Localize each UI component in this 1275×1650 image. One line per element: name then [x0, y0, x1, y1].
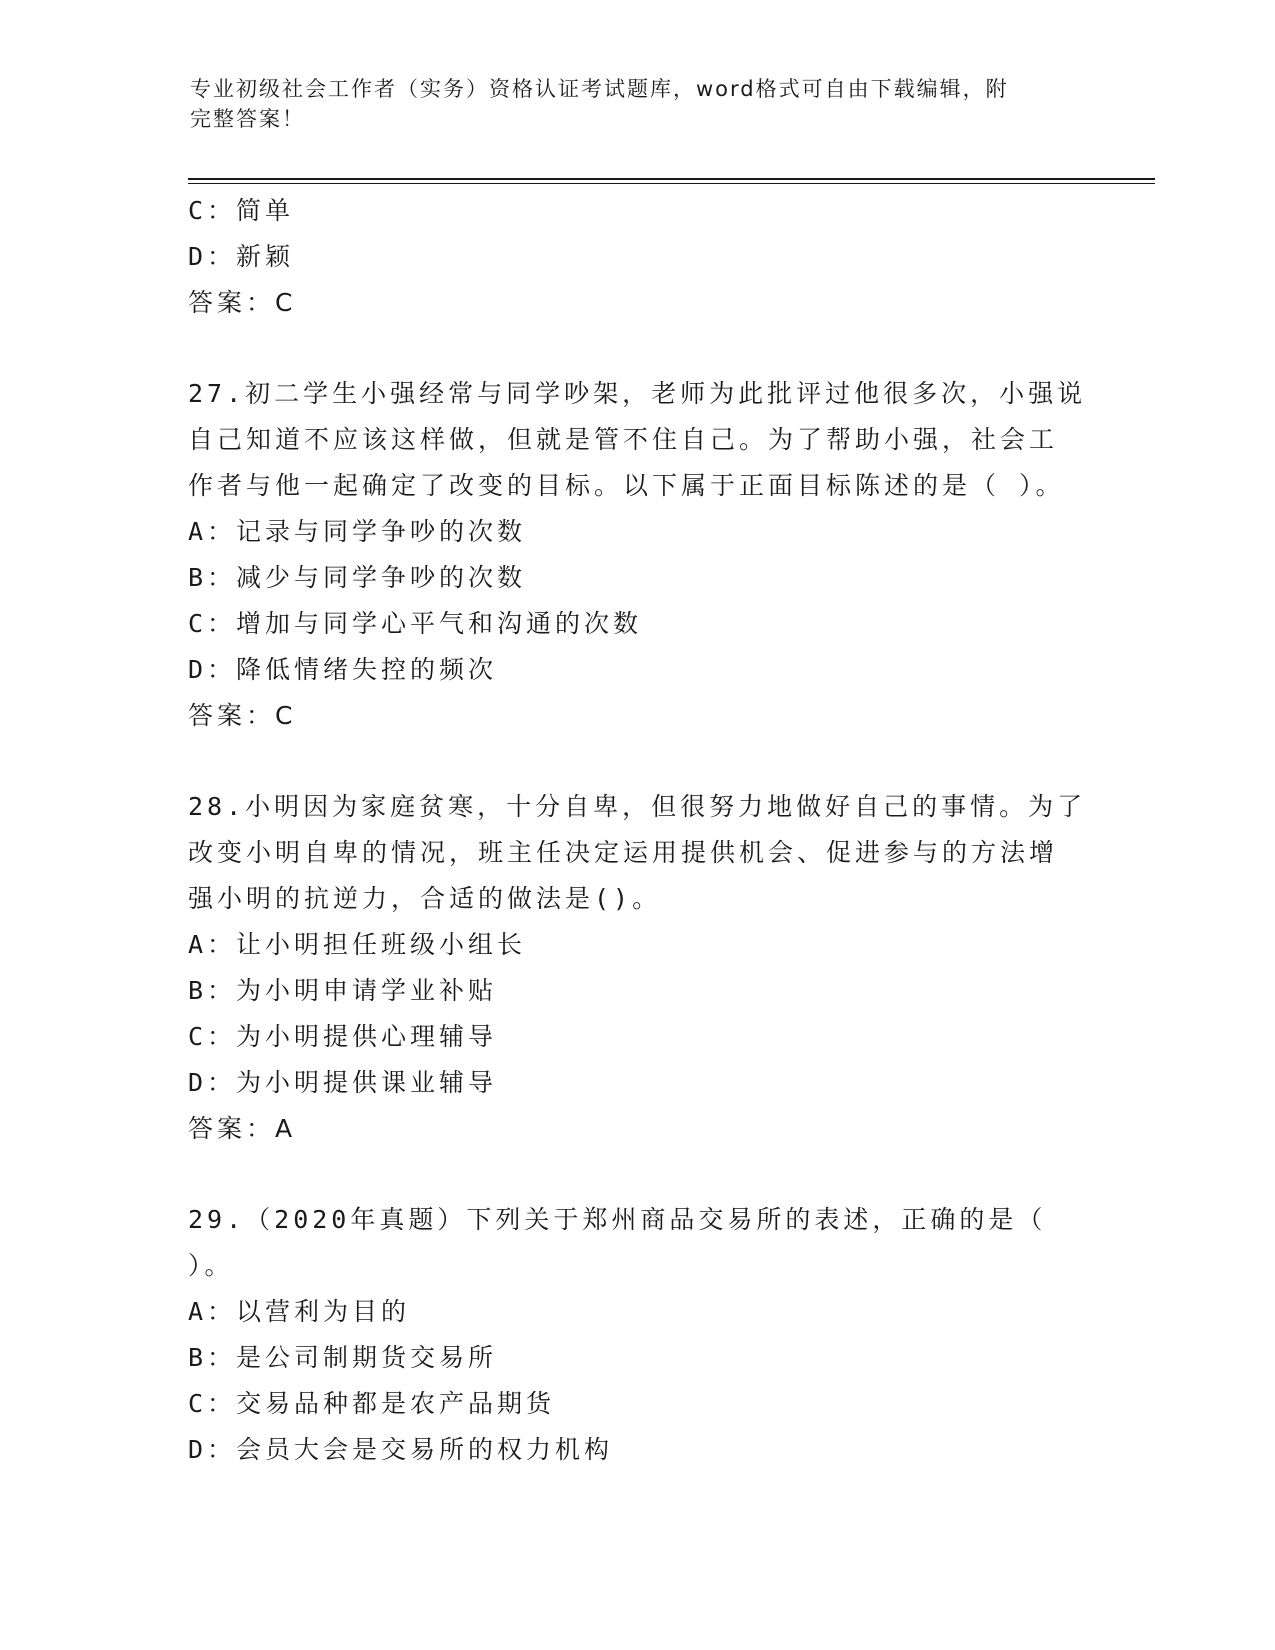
q29-text-line-2: ）。 — [188, 1251, 234, 1280]
question-28 — [188, 784, 1088, 1152]
q27-text-line-1: 27.初二学生小强经常与同学吵架，老师为此批评过他很多次，小强说 — [188, 379, 1087, 408]
q27-option-a: A：记录与同学争吵的次数 — [188, 517, 527, 546]
q29-option-a: A：以营利为目的 — [188, 1297, 411, 1326]
question-27 — [188, 371, 1088, 739]
q29-option-d: D：会员大会是交易所的权力机构 — [188, 1435, 614, 1464]
q27-text-line-2: 自己知道不应该这样做，但就是管不住自己。为了帮助小强，社会工 — [188, 425, 1059, 454]
header-rule-thick — [188, 178, 1155, 180]
question-29 — [188, 1197, 1088, 1473]
q28-text-line-1: 28.小明因为家庭贫寒，十分自卑，但很努力地做好自己的事情。为了 — [188, 792, 1087, 821]
q27-answer: 答案：C — [188, 701, 297, 730]
prev-option-d: D：新颖 — [188, 242, 295, 271]
header-line-2: 完整答案！ — [190, 107, 305, 131]
q27-text-line-3: 作者与他一起确定了改变的目标。以下属于正面目标陈述的是（ ）。 — [188, 471, 1065, 500]
q29-option-c: C：交易品种都是农产品期货 — [188, 1389, 556, 1418]
question-content — [188, 188, 1088, 1473]
q28-answer: 答案：A — [188, 1114, 297, 1143]
prev-question-block — [188, 188, 1088, 326]
q27-option-b: B：减少与同学争吵的次数 — [188, 563, 527, 592]
q29-text-line-1: 29.（2020年真题）下列关于郑州商品交易所的表述，正确的是（ — [188, 1205, 1047, 1234]
prev-option-c: C：简单 — [188, 196, 295, 225]
q28-text-line-2: 改变小明自卑的情况，班主任决定运用提供机会、促进参与的方法增 — [188, 838, 1059, 867]
q28-option-a: A：让小明担任班级小组长 — [188, 930, 527, 959]
block-spacer — [188, 1152, 1088, 1197]
q28-text-line-3: 强小明的抗逆力，合适的做法是()。 — [188, 884, 662, 913]
q27-option-d: D：降低情绪失控的频次 — [188, 655, 498, 684]
q28-option-c: C：为小明提供心理辅导 — [188, 1022, 498, 1051]
header-rule-thin — [188, 183, 1155, 184]
q28-option-b: B：为小明申请学业补贴 — [188, 976, 498, 1005]
prev-answer: 答案：C — [188, 288, 297, 317]
q27-option-c: C：增加与同学心平气和沟通的次数 — [188, 609, 643, 638]
page-header — [190, 74, 1080, 134]
q28-option-d: D：为小明提供课业辅导 — [188, 1068, 498, 1097]
block-spacer — [188, 739, 1088, 784]
header-line-1: 专业初级社会工作者（实务）资格认证考试题库，word格式可自由下载编辑，附 — [190, 77, 1009, 101]
block-spacer — [188, 326, 1088, 371]
q29-option-b: B：是公司制期货交易所 — [188, 1343, 498, 1372]
